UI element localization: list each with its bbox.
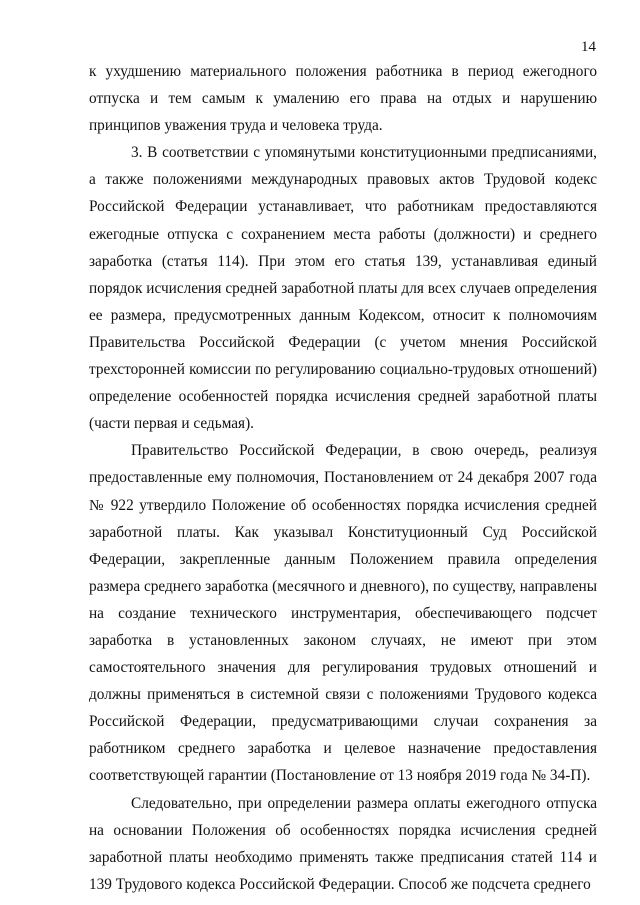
paragraph-consequently: Следовательно, при определении размера оплаты ежегодного отпуска на основании Положения об особенностях порядка исчисления средней заработной платы необходимо применять также предписания статей 114 и 139 Трудового кодекса Российской Федерации. Способ же подсчета среднего xyxy=(89,794,597,893)
page-number: 14 xyxy=(581,39,596,55)
paragraph-3: 3. В соответствии с упомянутыми конституционными предписаниями, а также положениями международных правовых актов Трудовой кодекс Российской Федерации устанавливает, что работникам предоставляются ежегодные отпуска с сохранением места работы (должности) и среднего заработка (статья 114). При этом его статья 139, устанавливая единый порядок исчисления средней заработной платы для всех случаев определения ее размера, предусмотренных данным Кодексом, относит к полномочиям Правительства Российской Федерации (с учетом мнения Российской трехсторонней комиссии по регулированию социально-трудовых отношений) определение особенностей порядка исчисления средней заработной платы (части первая и седьмая). xyxy=(89,144,597,433)
paragraph-continuation: к ухудшению материального положения работника в период ежегодного отпуска и тем самым к умалению его права на отдых и нарушению принципов уважения труда и человека труда. xyxy=(89,63,597,135)
body-text xyxy=(89,58,597,898)
paragraph-government: Правительство Российской Федерации, в свою очередь, реализуя предоставленные ему полномочия, Постановлением от 24 декабря 2007 года № 922 утвердило Положение об особенностях порядка исчисления средней заработной платы. Как указывал Конституционный Суд Российской Федерации, закрепленные данным Положением правила определения размера среднего заработка (месячного и дневного), по существу, направлены на создание технического инструментария, обеспечивающего подсчет заработка в установленных законом случаях, не имеют при этом самостоятельного значения для регулирования трудовых отношений и должны применяться в системной связи с положениями Трудового кодекса Российской Федерации, предусматривающими случаи сохранения за работником среднего заработка и целевое назначение предоставления соответствующей гарантии (Постановление от 13 ноября 2019 года № 34-П). xyxy=(89,442,598,785)
